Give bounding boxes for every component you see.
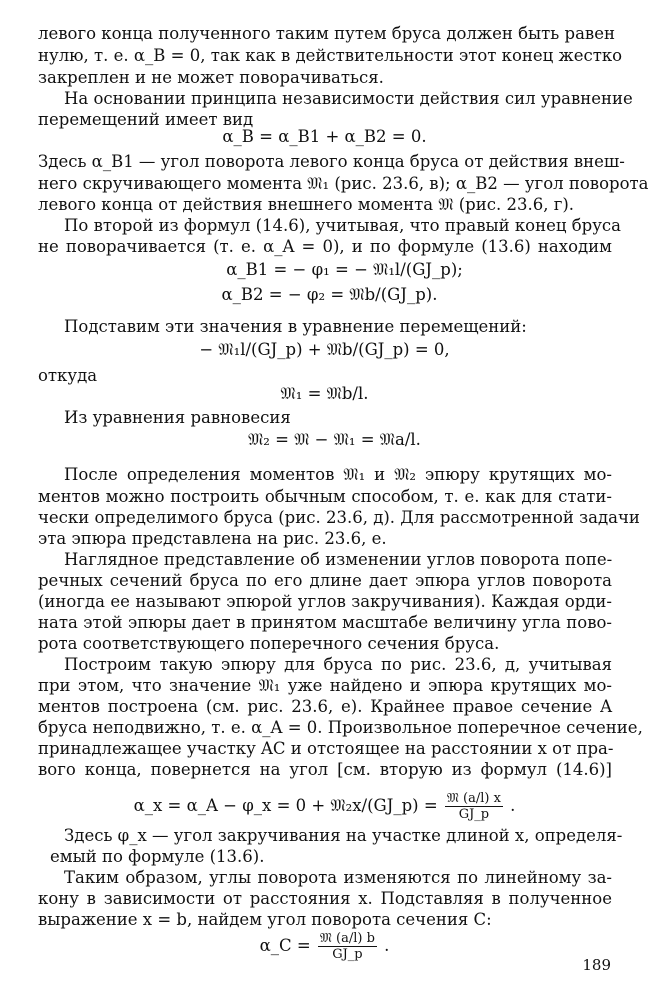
text-line: По второй из формул (14.6), учитывая, что правый конец бруса xyxy=(64,216,622,235)
page-number: 189 xyxy=(582,956,611,974)
text-line: речных сечений бруса по его длине дает эпюра углов поворота xyxy=(38,571,612,590)
text-line: ментов можно построить обычным способом, т. е. как для стати- xyxy=(38,487,612,506)
text-line: закреплен и не может поворачиваться. xyxy=(38,68,384,87)
text-line: Наглядное представление об изменении углов поворота попе- xyxy=(64,550,613,569)
text-line: (иногда ее называют эпюрой углов закручивания). Каждая орди- xyxy=(38,592,612,611)
equation: α_B2 = − φ₂ = 𝔐b/(GJ_p). xyxy=(221,285,438,304)
text-line: На основании принципа независимости действия сил уравнение xyxy=(64,89,633,108)
equation-alpha-x xyxy=(0,790,649,822)
text-line: емый по формуле (13.6). xyxy=(50,847,265,866)
text-line: Из уравнения равновесия xyxy=(64,408,291,427)
text-line: вого конца, повернется на угол [см. вторую из формул (14.6)] xyxy=(38,760,612,779)
fraction-denominator: GJ_p xyxy=(458,807,490,822)
text-line: откуда xyxy=(38,366,98,385)
text-line: чески определимого бруса (рис. 23.6, д). Для рассмотренной задачи xyxy=(38,508,640,527)
text-line: Здесь α_B1 — угол поворота левого конца бруса от действия внеш- xyxy=(38,152,625,171)
text-line: при этом, что значение 𝔐₁ уже найдено и эпюра крутящих мо- xyxy=(38,676,612,695)
text-line: Подставим эти значения в уравнение перемещений: xyxy=(64,317,527,336)
text-line: нулю, т. е. α_B = 0, так как в действительности этот конец жестко xyxy=(38,46,623,65)
equation: − 𝔐₁l/(GJ_p) + 𝔐b/(GJ_p) = 0, xyxy=(199,340,450,359)
fraction-denominator: GJ_p xyxy=(332,947,363,962)
text-line: левого конца полученного таким путем бруса должен быть равен xyxy=(38,24,615,43)
equation: α_B1 = − φ₁ = − 𝔐₁l/(GJ_p); xyxy=(226,260,463,279)
text-line: рота соответствующего поперечного сечения бруса. xyxy=(38,634,500,653)
text-line: бруса неподвижно, т. е. α_A = 0. Произвольное поперечное сечение, xyxy=(38,718,643,737)
text-line: принадлежащее участку AC и отстоящее на расстоянии x от пра- xyxy=(38,739,614,758)
fraction xyxy=(318,931,377,962)
text-line: Таким образом, углы поворота изменяются по линейному за- xyxy=(64,868,612,887)
equation-tail: . xyxy=(510,796,516,815)
text-line: Построим такую эпюру для бруса по рис. 23.6, д, учитывая xyxy=(64,655,612,674)
fraction-numerator: 𝔐 (a/l) x xyxy=(446,791,501,806)
text-line: Здесь φ_x — угол закручивания на участке длиной x, определя- xyxy=(64,826,623,845)
text-line: ментов построена (см. рис. 23.6, е). Крайнее правое сечение A xyxy=(38,697,612,716)
text-line: левого конца от действия внешнего момента 𝔐 (рис. 23.6, г). xyxy=(38,195,575,214)
text-line: выражение x = b, найдем угол поворота сечения C: xyxy=(38,910,492,929)
fraction xyxy=(445,791,503,822)
equation-tail: . xyxy=(384,936,390,955)
text-line: эта эпюра представлена на рис. 23.6, е. xyxy=(38,529,387,548)
equation-alpha-c xyxy=(0,930,649,962)
text-line: перемещений имеет вид xyxy=(38,110,254,129)
text-line: После определения моментов 𝔐₁ и 𝔐₂ эпюру крутящих мо- xyxy=(64,465,612,484)
equation-lhs: α_x = α_A − φ_x = 0 + 𝔐₂x/(GJ_p) = xyxy=(133,796,438,815)
text-line: ната этой эпюры дает в принятом масштабе величину угла пово- xyxy=(38,613,612,632)
equation-lhs: α_C = xyxy=(259,936,311,955)
fraction-numerator: 𝔐 (a/l) b xyxy=(319,931,375,946)
text-line: него скручивающего момента 𝔐₁ (рис. 23.6, в); α_B2 — угол поворота xyxy=(38,174,649,193)
text-line: не поворачивается (т. е. α_A = 0), и по формуле (13.6) находим xyxy=(38,237,612,256)
equation: 𝔐₁ = 𝔐b/l. xyxy=(280,384,369,403)
text-line: кону в зависимости от расстояния x. Подставляя в полученное xyxy=(38,889,612,908)
equation: α_B = α_B1 + α_B2 = 0. xyxy=(222,127,427,146)
equation: 𝔐₂ = 𝔐 − 𝔐₁ = 𝔐a/l. xyxy=(248,430,421,449)
